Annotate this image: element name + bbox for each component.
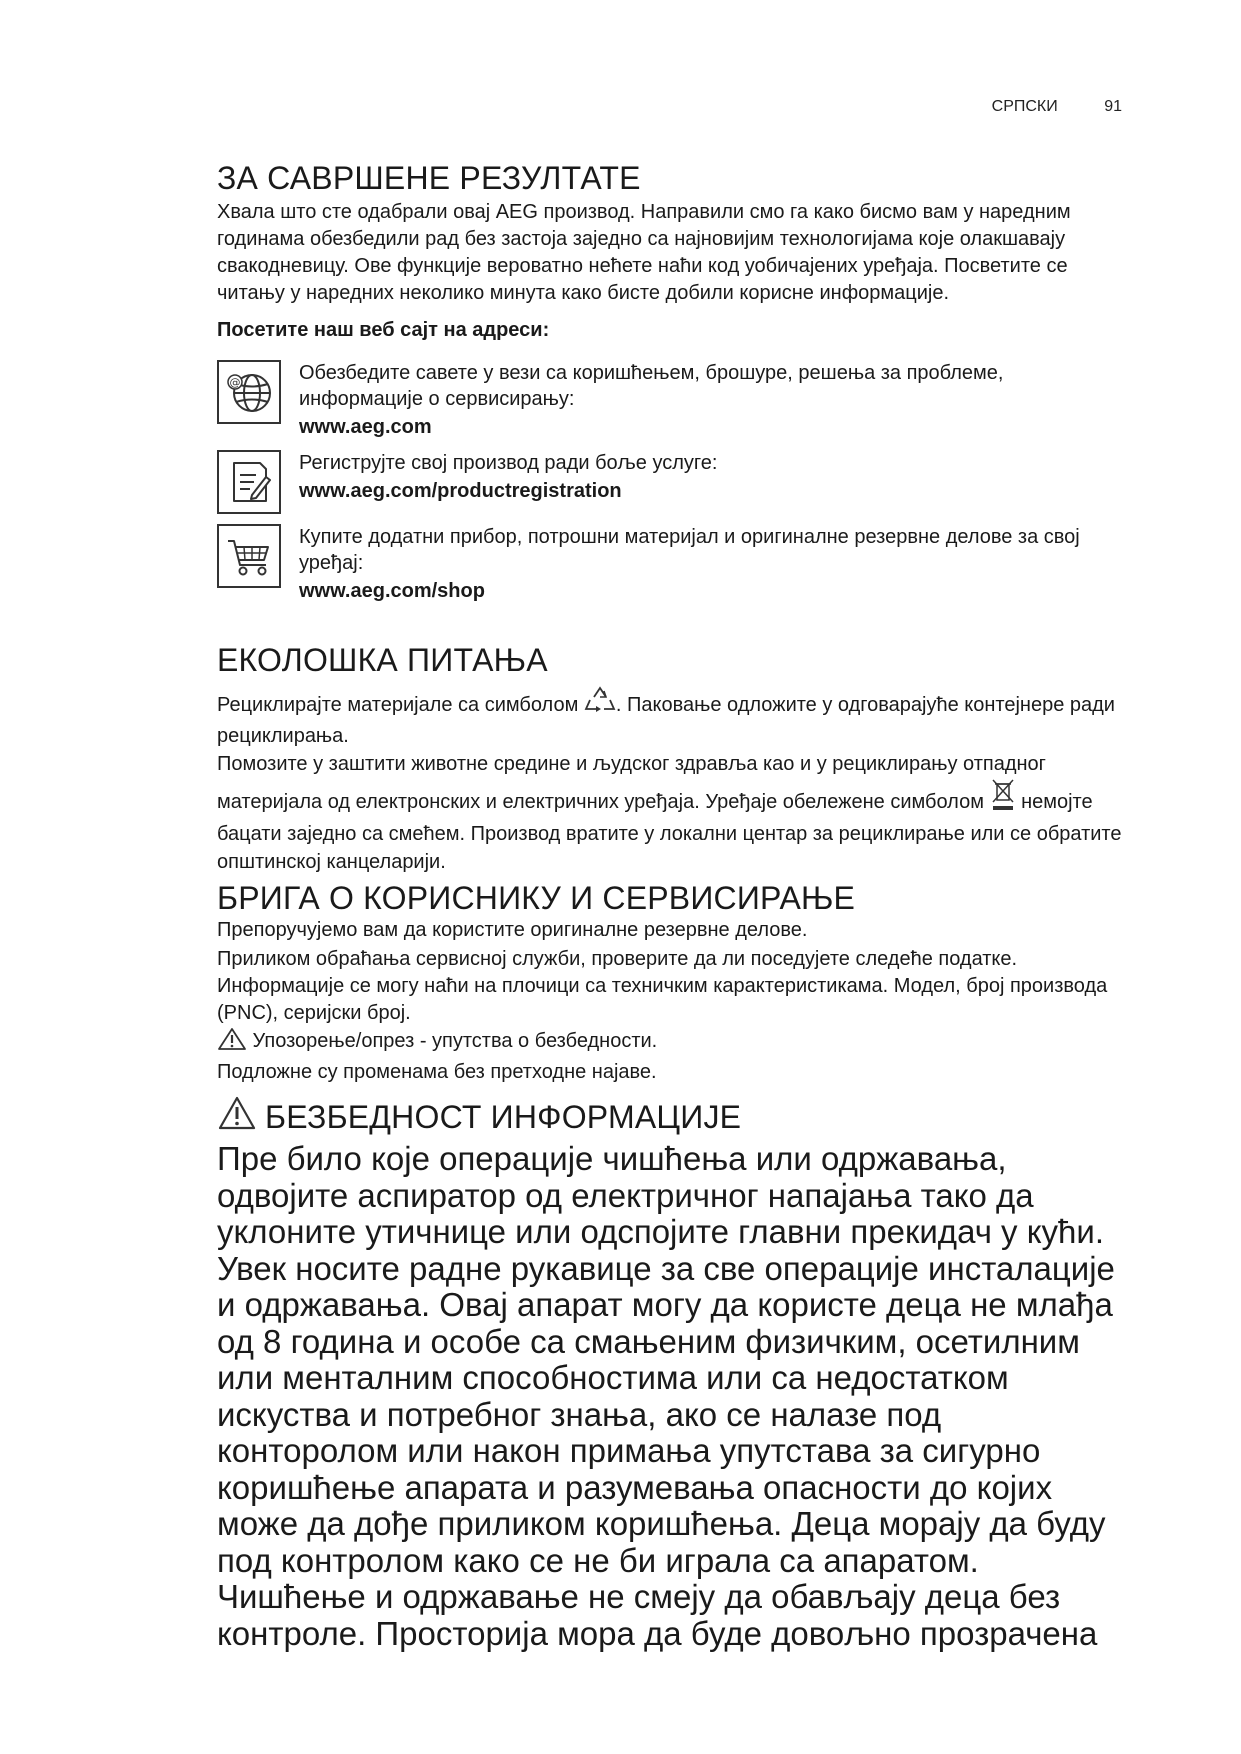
- visit-item-text: Региструјте свој производ ради боље услуге:: [299, 452, 718, 474]
- warning-note: [217, 1027, 1122, 1059]
- safety-heading: [217, 1095, 1122, 1139]
- section-safety: [217, 1095, 1122, 1652]
- aeg-link[interactable]: www.aeg.com: [299, 416, 432, 438]
- language-label: СРПСКИ: [991, 98, 1058, 115]
- weee-paragraph: [217, 750, 1122, 876]
- intro-paragraph: Хвала што сте одабрали овај AEG производ. Направили смо га како бисмо вам у наредним годинама обезбедили рад без застоја заједно са најновијим технологијама које олакшавају свакодневицу. Ове функције вероватно нећете наћи код уобичајених уређаја. Посветите се читању у наредних неколико минута како бисте добили корисне информације.: [217, 201, 1071, 304]
- weee-text-start: Помозите у заштити животне средине и људског здравља као и у рециклирању отпадног материјала од електронских и електричних уређаја. Уређаје обележене симболом: [217, 753, 1046, 813]
- shopping-cart-icon: [217, 524, 281, 588]
- section-title: ЗА САВРШЕНЕ РЕЗУЛТАТЕ: [217, 160, 641, 196]
- service-info-text: Приликом обраћања сервисној служби, проверите да ли поседујете следеће податке. Информације се могу наћи на плочици са техничким карактеристикама. Модел, број производа (PNC), серијски број.: [217, 948, 1108, 1024]
- visit-item-registration: [217, 450, 1122, 514]
- visit-item-shop: [217, 524, 1122, 604]
- visit-item-text: Купите додатни прибор, потрошни материјал и оригиналне резервне делове за свој уређај:: [299, 526, 1080, 574]
- globe-icon: [217, 360, 281, 424]
- recycle-text-start: Рециклирајте материјале са симболом: [217, 694, 584, 716]
- warning-icon: [217, 1027, 247, 1059]
- changes-note: Подложне су променама без претходне најаве.: [217, 1061, 657, 1083]
- warning-icon: [217, 1095, 257, 1139]
- recycle-icon: [584, 685, 616, 723]
- safety-body: Пре било које операције чишћења или одржавања, одвојите аспиратор од електричног напајања тако да уклоните утичнице или одспојите главни прекидач у кући. Увек носите радне рукавице за све операције инсталације и одржавања. Овај апарат могу да користе деца не млађа од 8 година и особе са смањеним физичким, осетилним или менталним способностима или са недостатком искуства и потребног знања, ако се налазе под конторолом или након примања упутстава за сигурно коришћење апарата и разумевања опасности до којих може да дође приликом коришћења. Деца морају да буду под контролом како се не би играла са апаратом. Чишћење и одржавање не смеју да обављају деца без контроле. Просторија мора да буде довољно прозрачена: [217, 1140, 1115, 1652]
- section-environment: [217, 642, 1122, 876]
- registration-icon: [217, 450, 281, 514]
- original-parts-text: Препоручујемо вам да користите оригиналне резервне делове.: [217, 919, 808, 941]
- recycle-paragraph: [217, 685, 1122, 750]
- page-header: [217, 98, 1122, 116]
- section-perfect-results: [217, 160, 1122, 614]
- section-title: БРИГА О КОРИСНИКУ И СЕРВИСИРАЊЕ: [217, 880, 856, 916]
- svg-text:@: @: [229, 376, 241, 389]
- visit-label: Посетите наш веб сајт на адреси:: [217, 319, 550, 341]
- visit-item-text: Обезбедите савете у вези са коришћењем, брошуре, решења за проблеме, информације о сервисирању:: [299, 362, 1004, 410]
- section-title: БЕЗБЕДНОСТ ИНФОРМАЦИЈЕ: [265, 1098, 742, 1135]
- section-title: ЕКОЛОШКА ПИТАЊА: [217, 642, 548, 678]
- visit-item-info: [217, 360, 1122, 440]
- recycle-text-end: . Паковање одложите у одговарајуће контејнере ради рециклирања.: [217, 694, 1115, 747]
- weee-text-end: немојте бацати заједно са смећем. Производ вратите у локални центар за рециклирање или се обратите општинској канцеларији.: [217, 791, 1122, 873]
- section-customer-care: [217, 880, 1122, 1086]
- warning-note-text: Упозорење/опрез - упутства о безбедности.: [247, 1030, 658, 1052]
- shop-link[interactable]: www.aeg.com/shop: [299, 580, 485, 602]
- product-registration-link[interactable]: www.aeg.com/productregistration: [299, 480, 622, 502]
- crossed-bin-icon: [990, 778, 1016, 820]
- page-number: 91: [1104, 98, 1122, 115]
